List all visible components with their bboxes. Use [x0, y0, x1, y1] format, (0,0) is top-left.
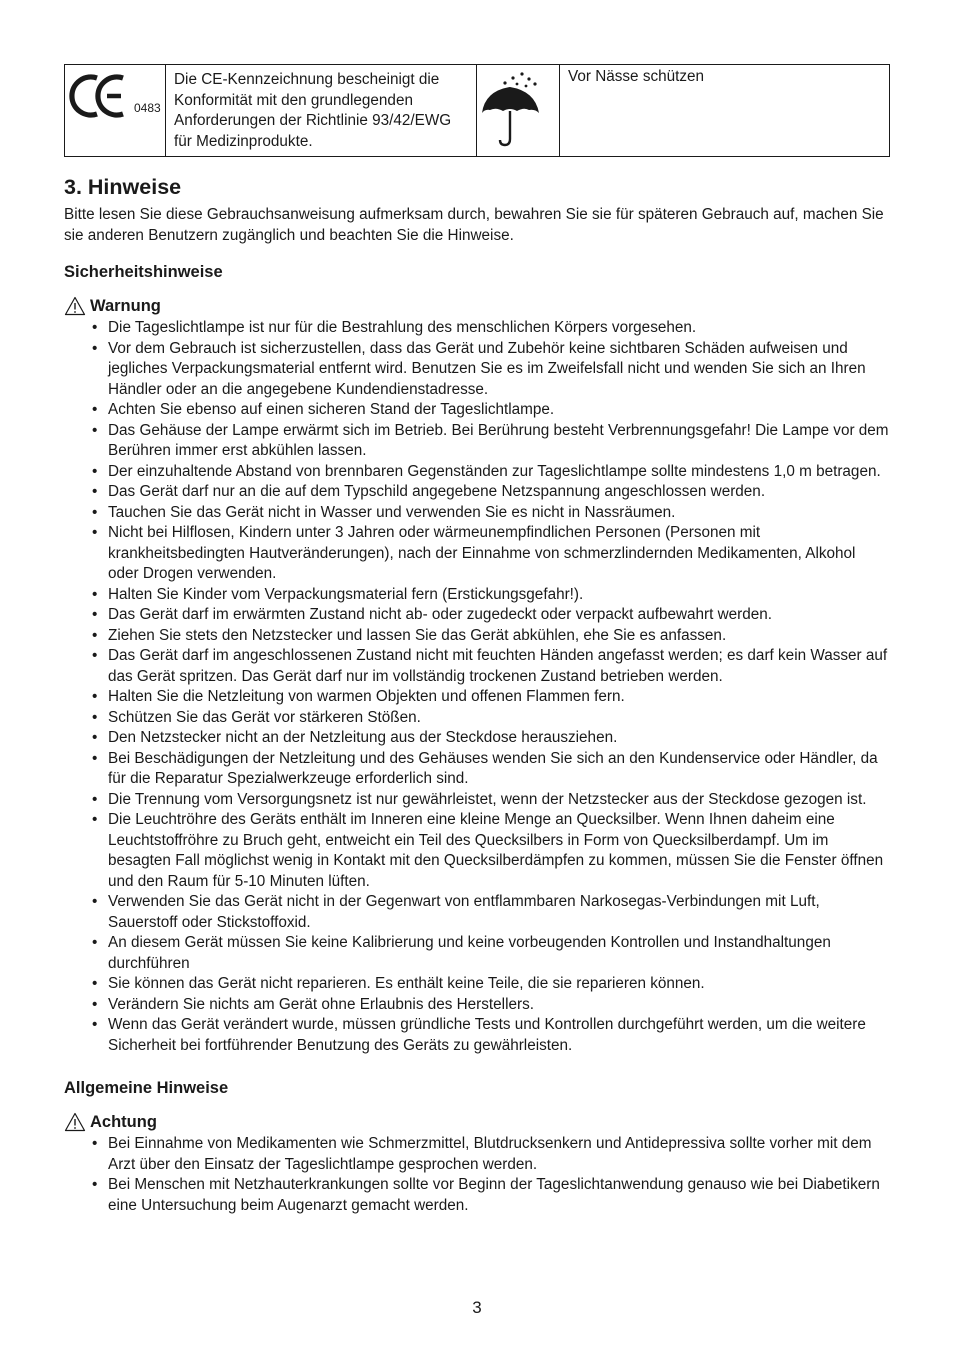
list-item: • An diesem Gerät müssen Sie keine Kalibrierung und keine vorbeugenden Kontrollen und Instandhaltungen durchführen [108, 933, 890, 974]
ce-mark-cell [65, 65, 166, 157]
general-list [64, 1134, 890, 1216]
list-item: • Die Trennung vom Versorgungsnetz ist nur gewährleistet, wenn der Netzstecker aus der Steckdose gezogen ist. [108, 790, 890, 811]
list-item: • Halten Sie die Netzleitung von warmen Objekten und offenen Flammen fern. [108, 687, 890, 708]
umbrella-description: Vor Nässe schützen [568, 68, 705, 85]
page-number: 3 [472, 1298, 482, 1317]
warning-triangle-icon [64, 1112, 86, 1132]
caution-label: Achtung [90, 1113, 157, 1131]
list-item: • Verwenden Sie das Gerät nicht in der Gegenwart von entflammbaren Narkosegas-Verbindungen mit Luft, Sauerstoff oder Stickstoffoxid. [108, 892, 890, 933]
symbols-table [64, 64, 890, 157]
umbrella-cell [477, 65, 560, 157]
list-item: • Der einzuhaltende Abstand von brennbaren Gegenständen zur Tageslichtlampe sollte mindestens 1,0 m betragen. [108, 462, 890, 483]
list-item: • Verändern Sie nichts am Gerät ohne Erlaubnis des Herstellers. [108, 995, 890, 1016]
general-heading: Allgemeine Hinweise [64, 1079, 229, 1097]
list-item: • Den Netzstecker nicht an der Netzleitung aus der Steckdose herausziehen. [108, 728, 890, 749]
section-title: 3. Hinweise [64, 175, 182, 199]
list-item: • Nicht bei Hilflosen, Kindern unter 3 Jahren oder wärmeunempfindlichen Personen (Personen mit krankheitsbedingten Hautveränderungen), nach der Einnahme von schmerzlindernden Medikamenten, Alkohol oder Drogen verwenden. [108, 523, 890, 585]
list-item: • Das Gerät darf im angeschlossenen Zustand nicht mit feuchten Händen angefasst werden; es darf kein Wasser auf das Gerät spritzen. Das Gerät darf nur im vollständig trockenen Zustand betrieben werden. [108, 646, 890, 687]
list-item: • Ziehen Sie stets den Netzstecker und lassen Sie das Gerät abkühlen, ehe Sie es anfassen. [108, 626, 890, 647]
list-item: • Vor dem Gebrauch ist sicherzustellen, dass das Gerät und Zubehör keine sichtbaren Schäden aufweisen und jegliches Verpackungsmaterial entfernt wird. Benutzen Sie es im Zweifelsfall nicht und wenden Sie sich an Ihren Händler oder an die angegebene Kundendienstadresse. [108, 339, 890, 401]
list-item: • Sie können das Gerät nicht reparieren. Es enthält keine Teile, die sie reparieren können. [108, 974, 890, 995]
document-page [64, 64, 890, 1216]
safety-heading: Sicherheitshinweise [64, 263, 223, 281]
symbols-row [65, 65, 890, 157]
ce-mark-icon [65, 65, 165, 155]
list-item: • Bei Einnahme von Medikamenten wie Schmerzmittel, Blutdrucksenkern und Antidepressiva sollte vorher mit dem Arzt über den Einsatz der Tageslichtlampe gesprochen werden. [108, 1134, 890, 1175]
list-item: • Das Gerät darf im erwärmten Zustand nicht ab- oder zugedeckt oder verpackt aufbewahrt werden. [108, 605, 890, 626]
list-item: • Das Gerät darf nur an die auf dem Typschild angegebene Netzspannung angeschlossen werden. [108, 482, 890, 503]
list-item: • Bei Beschädigungen der Netzleitung und des Gehäuses wenden Sie sich an den Kundenservice oder Händler, da für die Reparatur Spezialwerkzeuge erforderlich sind. [108, 749, 890, 790]
caution-heading [64, 1111, 890, 1133]
list-item: • Bei Menschen mit Netzhauterkrankungen sollte vor Beginn der Tageslichtanwendung genauso wie bei Diabetikern eine Untersuchung beim Augenarzt gemacht werden. [108, 1175, 890, 1216]
safety-list [64, 318, 890, 1056]
list-item: • Tauchen Sie das Gerät nicht in Wasser und verwenden Sie es nicht in Nassräumen. [108, 503, 890, 524]
ce-text-cell [166, 65, 477, 157]
ce-description: Die CE-Kennzeichnung bescheinigt die Konformität mit den grundlegenden Anforderungen der Richtlinie 93/42/EWG für Medizinprodukte. [174, 71, 452, 150]
list-item: • Die Leuchtröhre des Geräts enthält im Inneren eine kleine Menge an Quecksilber. Wenn Ihnen daheim eine Leuchtstoffröhre zu Bruch geht, entweicht ein Teil des Quecksilbers in Form von Quecksilberdampf. Um im besagten Fall möglichst wenig in Kontakt mit den Quecksilberdämpfen zu kommen, müssen Sie die Fenster öffnen und den Raum für 5-10 Minuten lüften. [108, 810, 890, 892]
list-item: • Schützen Sie das Gerät vor stärkeren Stößen. [108, 708, 890, 729]
section-intro: Bitte lesen Sie diese Gebrauchsanweisung aufmerksam durch, bewahren Sie sie für späteren Gebrauch auf, machen Sie sie anderen Benutzern zugänglich und beachten Sie die Hinweise. [64, 206, 884, 244]
umbrella-rain-icon [477, 65, 559, 155]
warning-heading [64, 295, 890, 317]
list-item: • Halten Sie Kinder vom Verpackungsmaterial fern (Erstickungsgefahr!). [108, 585, 890, 606]
list-item: • Achten Sie ebenso auf einen sicheren Stand der Tageslichtlampe. [108, 400, 890, 421]
umbrella-text-cell [560, 65, 890, 157]
list-item: • Wenn das Gerät verändert wurde, müssen gründliche Tests und Kontrollen durchgeführt werden, um die weitere Sicherheit bei fortführender Benutzung des Geräts zu gewährleisten. [108, 1015, 890, 1056]
warning-label: Warnung [90, 297, 161, 315]
ce-mark-number: 0483 [134, 101, 161, 115]
warning-triangle-icon [64, 296, 86, 316]
list-item: • Die Tageslichtlampe ist nur für die Bestrahlung des menschlichen Körpers vorgesehen. [108, 318, 890, 339]
list-item: • Das Gehäuse der Lampe erwärmt sich im Betrieb. Bei Berührung besteht Verbrennungsgefahr! Die Lampe vor dem Berühren immer erst abkühlen lassen. [108, 421, 890, 462]
